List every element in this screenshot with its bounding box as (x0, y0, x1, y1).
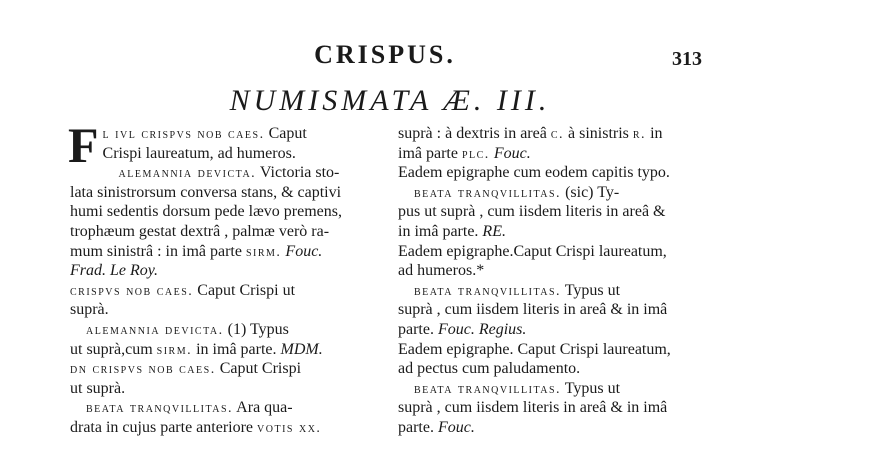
description-text: Caput Crispi (215, 360, 302, 378)
entry-line: suprà , cum iisdem literis in areâ & in imâ (398, 301, 668, 319)
mint-mark: sirm. (156, 342, 193, 358)
entry-line (398, 222, 716, 242)
running-title: CRISPUS. (314, 40, 456, 69)
description-text: in imâ parte. (192, 340, 281, 358)
entry-r7 (398, 379, 716, 438)
entry-line: Crispi laureatum, ad humeros. (102, 144, 296, 162)
entry-4 (70, 320, 386, 359)
left-column (68, 117, 386, 438)
entry-r4 (398, 242, 716, 281)
source-citation: Fouc. (489, 144, 531, 162)
entry-r1 (398, 124, 716, 163)
source-citation: RE. (482, 222, 506, 240)
field-letter: r. (632, 127, 647, 142)
legend-text: l ivl crispvs nob caes. (102, 127, 265, 142)
description-text: ut suprà,cum (70, 340, 157, 358)
entry-line: suprà. (70, 301, 109, 319)
entry-line (398, 418, 716, 438)
entry-line: humi sedentis dorsum pede lævo premens, (70, 203, 342, 221)
description-text: in imâ parte. (398, 222, 483, 240)
legend-text: crispvs nob caes. (70, 283, 194, 299)
description-text: Caput Crispi ut (193, 281, 296, 299)
mint-mark: plc. (461, 146, 490, 162)
entry-line: lata sinistrorsum conversa stans, & captivi (70, 183, 342, 201)
description-text: à sinistris (564, 125, 633, 142)
entry-line (70, 281, 386, 301)
description-text: parte. (398, 418, 438, 436)
legend-text: alemannia devicta. (86, 322, 224, 338)
entry-line (70, 418, 386, 438)
legend-text: beata tranqvillitas. (414, 283, 562, 299)
entry-3 (70, 281, 386, 320)
entry-line: Eadem epigraphe cum eodem capitis typo. (398, 164, 670, 182)
source-citation: Fouc. (437, 418, 475, 436)
legend-text: beata tranqvillitas. (86, 401, 234, 417)
field-letter: c. (550, 127, 564, 142)
legend-text: alemannia devicta. (118, 166, 257, 182)
legend-text: beata tranqvillitas. (414, 381, 562, 397)
entry-line: ad humeros.* (398, 262, 485, 280)
entry-line: suprà , cum iisdem literis in areâ & in imâ (398, 399, 668, 417)
entry-6 (70, 398, 386, 437)
entry-line (398, 379, 716, 399)
entry-line (398, 281, 716, 301)
legend-text: dn crispvs nob caes. (70, 362, 216, 378)
entry-line (103, 124, 386, 144)
description-text: parte. (398, 320, 438, 338)
entry-line: Eadem epigraphe. Caput Crispi laureatum, (398, 340, 671, 358)
entry-line (398, 144, 716, 164)
source-citation: MDM. (280, 340, 323, 358)
mint-mark: sirm. (245, 244, 282, 260)
entry-line: pus ut suprà , cum iisdem literis in areâ & (398, 203, 666, 221)
entry-r6 (398, 340, 716, 379)
entry-line: ad pectus cum paludamento. (398, 360, 581, 378)
description-text: Caput (264, 125, 307, 142)
entry-line (70, 242, 386, 262)
entry-line (70, 340, 386, 360)
entry-line: Eadem epigraphe.Caput Crispi laureatum, (398, 242, 667, 260)
description-text: Ara qua- (233, 399, 293, 417)
entry-2 (70, 163, 386, 281)
drop-capital: F (68, 117, 99, 173)
right-column (398, 124, 716, 438)
entry-r3 (398, 183, 716, 242)
description-text: (sic) Ty- (561, 183, 620, 201)
entry-r5 (398, 281, 716, 340)
entry-5 (70, 359, 386, 398)
entry-line (70, 359, 386, 379)
entry-line: trophæum gestat dextrâ , palmæ verò ra- (70, 222, 330, 240)
description-text: Typus ut (561, 379, 621, 397)
legend-text: beata tranqvillitas. (414, 185, 562, 201)
description-text: Victoria sto- (256, 164, 340, 182)
entry-line (103, 163, 386, 183)
description-text: drata in cujus parte anteriore (70, 418, 258, 436)
description-text: suprà : à dextris in areâ (398, 125, 551, 142)
legend-text: votis xx. (257, 420, 322, 436)
entry-line (398, 124, 716, 144)
page-number: 313 (672, 48, 702, 70)
source-citation: Frad. Le Roy. (70, 262, 158, 280)
description-text: mum sinistrâ : in imâ parte (70, 242, 246, 260)
entry-line (398, 320, 716, 340)
description-text: imâ parte (398, 144, 462, 162)
entry-line (398, 183, 716, 203)
source-citation: Fouc. Regius. (437, 320, 527, 338)
section-title: NUMISMATA Æ. III. (229, 84, 551, 117)
description-text: in (646, 125, 663, 142)
description-text: (1) Typus (223, 320, 289, 338)
entry-line (70, 320, 386, 340)
source-citation: Fouc. (281, 242, 323, 260)
entry-line: ut suprà. (70, 379, 126, 397)
entry-line (70, 398, 386, 418)
description-text: Typus ut (561, 281, 621, 299)
entry-r2 (398, 163, 716, 183)
